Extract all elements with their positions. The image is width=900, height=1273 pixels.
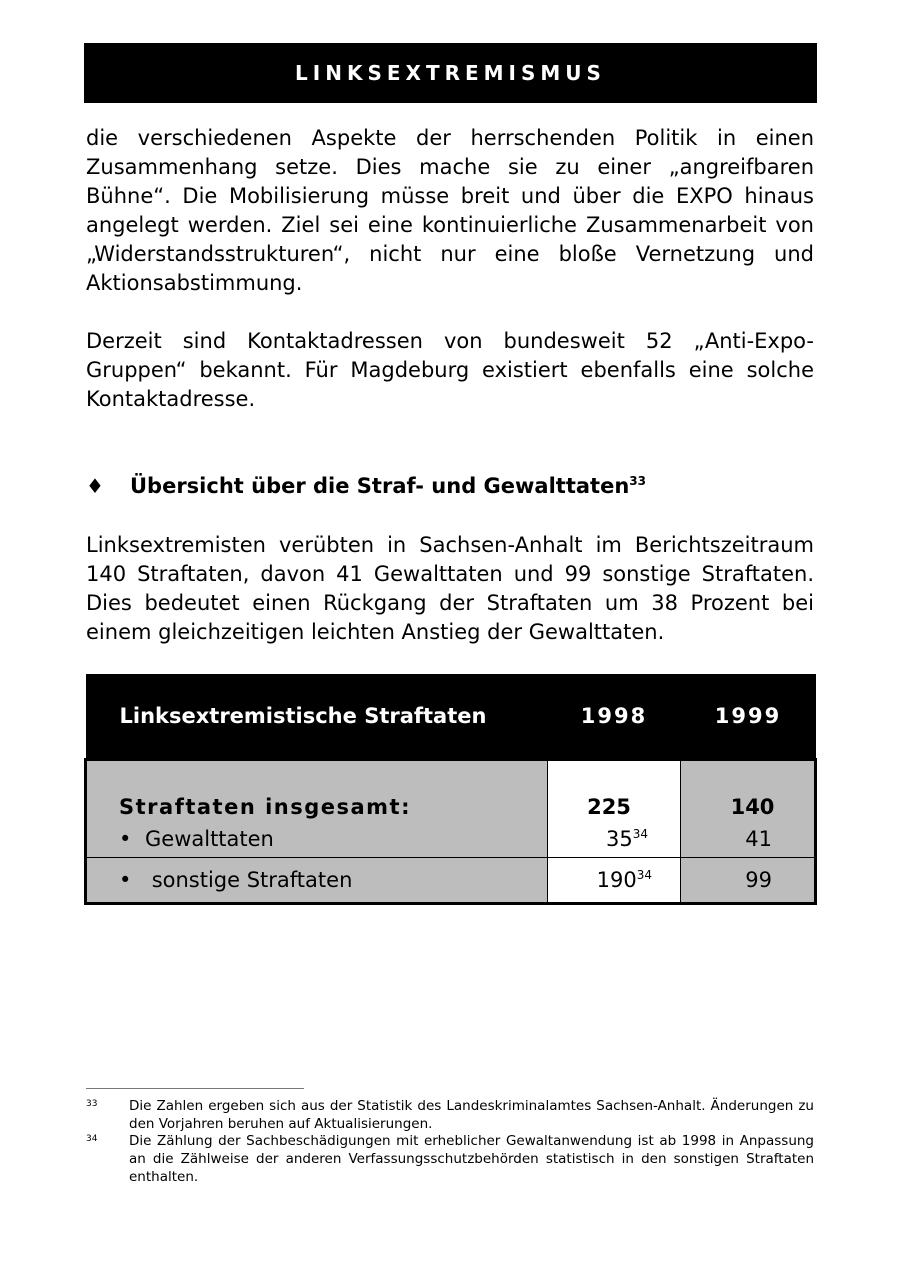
footnote-text: Die Zählung der Sachbeschädigungen mit erheblicher Gewaltanwendung ist ab 1998 in Anpassung an die Zählweise der anderen Verfassungsschutzbehörden statistisch in den sonstigen Straftaten enthalten.: [129, 1133, 814, 1185]
table-header-1998: 1998: [548, 674, 681, 760]
diamond-bullet-icon: ♦: [86, 474, 104, 498]
footnote-ref-33: 33: [629, 474, 646, 488]
gewalttaten-1999: 41: [745, 827, 772, 851]
gewalttaten-1998: $35^{34}$: [605, 827, 648, 851]
table-row-sonstige: [86, 858, 816, 904]
footnote-text: Die Zahlen ergeben sich aus der Statistik des Landeskriminalamtes Sachsen-Anhalt. Änderungen zu den Vorjahren beruhen auf Aktualisierungen.: [129, 1098, 814, 1132]
table-header-row: [86, 674, 816, 760]
paragraph-3: Linksextremisten verübten in Sachsen-Anhalt im Berichtszeitraum 140 Straftaten, davon 41 Gewalttaten und 99 sonstige Straftaten. Dies bedeutet einen Rückgang der Straftaten um 38 Prozent bei einem gleichzeitigen leichten Anstieg der Gewalttaten.: [86, 533, 814, 644]
table-header-1999: 1999: [681, 674, 816, 760]
footnote-number: 33: [86, 1099, 98, 1109]
paragraph-1: die verschiedenen Aspekte der herrschenden Politik in einen Zusammenhang setze. Dies mache sie zu einer „angreifbaren Bühne“. Die Mobilisierung müsse breit und über die EXPO hinaus angelegt werden. Ziel sei eine kontinuierliche Zusammenarbeit von „Widerstandsstrukturen“, nicht nur eine bloße Vernetzung und Aktionsabstimmung.: [86, 126, 814, 295]
paragraph-2: Derzeit sind Kontaktadressen von bundesweit 52 „Anti-Expo-Gruppen“ bekannt. Für Magdeburg existiert ebenfalls eine solche Kontaktadresse.: [86, 329, 814, 411]
total-1999: 140: [730, 795, 775, 819]
footnote-number: 34: [86, 1134, 98, 1144]
total-1998: 225: [587, 795, 631, 819]
offenses-table: [84, 674, 817, 905]
sonstige-1998: $190^{34}$: [596, 868, 652, 892]
total-label: Straftaten insgesamt:: [119, 795, 411, 819]
row-label-sonstige: sonstige Straftaten: [151, 868, 353, 892]
footnote-ref-34: 34: [632, 827, 648, 841]
table-header-label: Linksextremistische Straftaten: [86, 674, 548, 760]
sonstige-1999: 99: [745, 868, 772, 892]
section-heading: [86, 470, 814, 502]
table-row-total: [86, 760, 816, 858]
bullet-icon: •: [119, 827, 132, 851]
row-label-gewalttaten: Gewalttaten: [145, 827, 274, 851]
bullet-icon: •: [119, 868, 132, 892]
page-header-bar: [84, 43, 817, 103]
footnote-34: [86, 1132, 814, 1186]
footnote-ref-34: 34: [636, 868, 652, 882]
footnote-33: [86, 1097, 814, 1133]
page-header-title: LINKSEXTREMISMUS: [295, 61, 606, 85]
footnote-divider: [86, 1088, 304, 1089]
section-heading-text: Übersicht über die Straf- und Gewalttaten$^{33}$: [130, 474, 646, 498]
